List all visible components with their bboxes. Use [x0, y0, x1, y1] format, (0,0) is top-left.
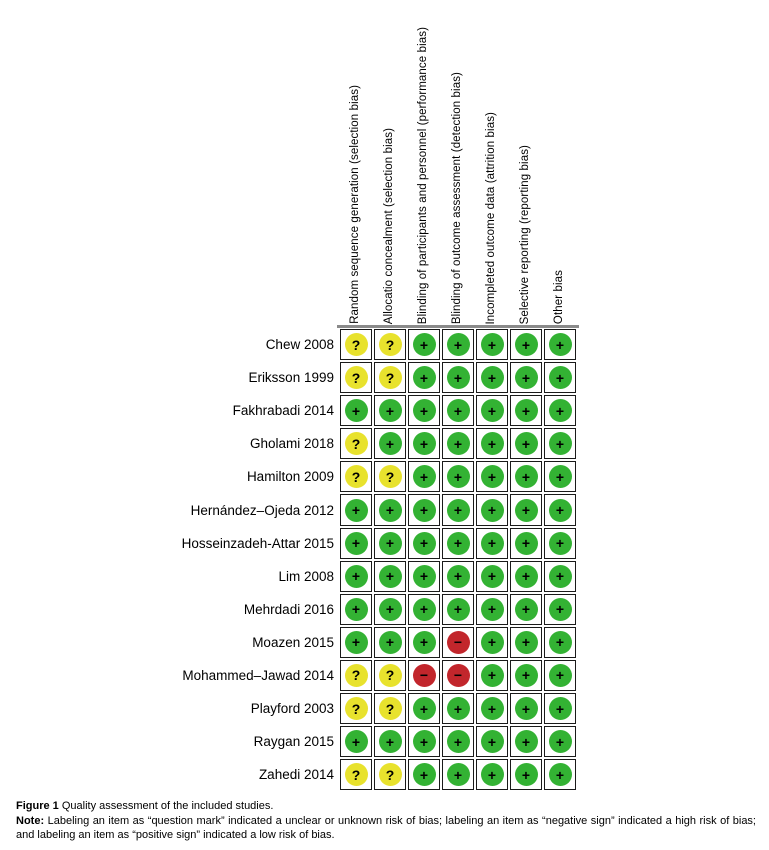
rob-cell: [408, 561, 440, 592]
rob-cell: [442, 329, 474, 360]
rob-cell: [442, 594, 474, 625]
low-risk-icon: +: [447, 399, 470, 422]
rob-cell: [476, 428, 508, 459]
rob-cell: [340, 362, 372, 393]
low-risk-icon: +: [515, 763, 538, 786]
low-risk-icon: +: [447, 432, 470, 455]
low-risk-icon: +: [549, 631, 572, 654]
high-risk-icon: −: [447, 631, 470, 654]
study-label: Moazen 2015: [252, 634, 334, 650]
figure-label: Figure 1: [16, 800, 59, 812]
study-label: Zahedi 2014: [258, 767, 334, 783]
low-risk-icon: +: [379, 631, 402, 654]
low-risk-icon: +: [549, 465, 572, 488]
rob-cell: [340, 395, 372, 426]
low-risk-icon: +: [447, 565, 470, 588]
unclear-risk-icon: ?: [345, 333, 368, 356]
figure-title: Quality assessment of the included studies.: [61, 800, 274, 812]
unclear-risk-icon: ?: [379, 465, 402, 488]
study-label: Eriksson 1999: [248, 370, 334, 386]
low-risk-icon: +: [379, 432, 402, 455]
caption-note: [16, 814, 756, 843]
caption-line: [16, 799, 756, 814]
rob-cell: [476, 329, 508, 360]
rob-cell: [510, 726, 542, 757]
unclear-risk-icon: ?: [345, 664, 368, 687]
rob-cell: [510, 594, 542, 625]
low-risk-icon: +: [447, 532, 470, 555]
rob-cell: [510, 528, 542, 559]
unclear-risk-icon: ?: [379, 763, 402, 786]
rob-cell: [510, 428, 542, 459]
rob-cell: [408, 329, 440, 360]
study-label: Gholami 2018: [249, 436, 334, 452]
rob-cell: [544, 726, 576, 757]
low-risk-icon: +: [413, 730, 436, 753]
rob-cell: [374, 627, 406, 658]
low-risk-icon: +: [481, 532, 504, 555]
study-label: Mehrdadi 2016: [243, 601, 334, 617]
rob-cell: [374, 759, 406, 790]
low-risk-icon: +: [413, 631, 436, 654]
rob-cell: [476, 759, 508, 790]
rob-cell: [510, 660, 542, 691]
low-risk-icon: +: [379, 532, 402, 555]
rob-cell: [510, 461, 542, 492]
low-risk-icon: +: [345, 730, 368, 753]
rob-cell: [442, 428, 474, 459]
low-risk-icon: +: [515, 697, 538, 720]
unclear-risk-icon: ?: [379, 697, 402, 720]
rob-cell: [374, 395, 406, 426]
rob-cell: [340, 660, 372, 691]
low-risk-icon: +: [413, 565, 436, 588]
rob-cell: [408, 627, 440, 658]
rob-cell: [374, 461, 406, 492]
column-header-label: Allocatio concealment (selection bias): [383, 127, 396, 324]
rob-cell: [510, 627, 542, 658]
low-risk-icon: +: [515, 499, 538, 522]
rob-cell: [340, 494, 372, 525]
rob-cell: [544, 395, 576, 426]
rob-cell: [408, 726, 440, 757]
rob-cell: [476, 594, 508, 625]
rob-cell: [544, 329, 576, 360]
unclear-risk-icon: ?: [379, 333, 402, 356]
low-risk-icon: +: [413, 465, 436, 488]
low-risk-icon: +: [379, 730, 402, 753]
rob-cell: [544, 627, 576, 658]
rob-cell: [408, 461, 440, 492]
study-label: Chew 2008: [265, 337, 334, 353]
low-risk-icon: +: [515, 333, 538, 356]
unclear-risk-icon: ?: [345, 432, 368, 455]
low-risk-icon: +: [379, 565, 402, 588]
low-risk-icon: +: [447, 730, 470, 753]
column-header-label: Blinding of outcome assessment (detection bias): [451, 71, 464, 324]
rob-cell: [544, 461, 576, 492]
rob-cell: [510, 494, 542, 525]
rob-cell: [510, 329, 542, 360]
low-risk-icon: +: [413, 697, 436, 720]
rob-cell: [374, 362, 406, 393]
rob-cell: [544, 693, 576, 724]
study-label: Fakhrabadi 2014: [232, 403, 334, 419]
study-label: Hamilton 2009: [246, 469, 334, 485]
rob-cell: [510, 759, 542, 790]
rob-cell: [408, 494, 440, 525]
low-risk-icon: +: [481, 465, 504, 488]
rob-cell: [510, 693, 542, 724]
column-header-4: [442, 6, 474, 324]
low-risk-icon: +: [481, 432, 504, 455]
rob-cell: [544, 494, 576, 525]
rob-cell: [544, 561, 576, 592]
rob-cell: [510, 395, 542, 426]
low-risk-icon: +: [345, 565, 368, 588]
rob-cell: [476, 660, 508, 691]
low-risk-icon: +: [549, 697, 572, 720]
rob-cell: [374, 494, 406, 525]
column-header-label: Selective reporting (reporting bias): [519, 144, 532, 324]
low-risk-icon: +: [549, 763, 572, 786]
rob-cell: [544, 660, 576, 691]
rob-cell: [442, 362, 474, 393]
rob-cell: [544, 428, 576, 459]
low-risk-icon: +: [481, 499, 504, 522]
rob-cell: [476, 494, 508, 525]
rob-cell: [510, 561, 542, 592]
low-risk-icon: +: [447, 697, 470, 720]
rob-cell: [374, 594, 406, 625]
figure-caption: [16, 799, 756, 843]
note-label: Note:: [16, 814, 45, 827]
low-risk-icon: +: [549, 730, 572, 753]
low-risk-icon: +: [413, 763, 436, 786]
rob-cell: [476, 528, 508, 559]
rob-cell: [544, 528, 576, 559]
rob-cell: [408, 528, 440, 559]
column-header-1: [340, 6, 372, 324]
rob-cell: [442, 561, 474, 592]
rob-cell: [408, 428, 440, 459]
rob-cell: [374, 660, 406, 691]
column-header-label: Random sequence generation (selection bias): [349, 85, 362, 324]
low-risk-icon: +: [481, 399, 504, 422]
rob-cell: [340, 428, 372, 459]
rob-cell: [442, 627, 474, 658]
low-risk-icon: +: [345, 631, 368, 654]
low-risk-icon: +: [549, 399, 572, 422]
rob-cell: [340, 329, 372, 360]
rob-cell: [442, 494, 474, 525]
low-risk-icon: +: [515, 432, 538, 455]
rob-cell: [408, 660, 440, 691]
low-risk-icon: +: [481, 730, 504, 753]
study-label: Lim 2008: [278, 568, 334, 584]
low-risk-icon: +: [413, 532, 436, 555]
rob-cell: [442, 660, 474, 691]
study-label: Mohammed–Jawad 2014: [182, 667, 334, 683]
rob-cell: [408, 693, 440, 724]
rob-cell: [340, 561, 372, 592]
study-label: Hernández–Ojeda 2012: [190, 502, 334, 518]
rob-cell: [374, 528, 406, 559]
rob-cell: [476, 627, 508, 658]
rob-cell: [340, 528, 372, 559]
rob-cell: [408, 594, 440, 625]
unclear-risk-icon: ?: [345, 465, 368, 488]
low-risk-icon: +: [345, 399, 368, 422]
low-risk-icon: +: [379, 598, 402, 621]
low-risk-icon: +: [447, 499, 470, 522]
low-risk-icon: +: [481, 664, 504, 687]
unclear-risk-icon: ?: [379, 366, 402, 389]
low-risk-icon: +: [481, 763, 504, 786]
rob-cell: [476, 362, 508, 393]
column-header-label: Other bias: [553, 269, 566, 324]
grid-top-rule: [337, 325, 579, 328]
low-risk-icon: +: [549, 598, 572, 621]
rob-cell: [442, 528, 474, 559]
low-risk-icon: +: [549, 532, 572, 555]
unclear-risk-icon: ?: [345, 697, 368, 720]
low-risk-icon: +: [549, 333, 572, 356]
low-risk-icon: +: [379, 499, 402, 522]
rob-cell: [544, 759, 576, 790]
rob-cell: [544, 362, 576, 393]
rob-cell: [408, 759, 440, 790]
rob-cell: [374, 329, 406, 360]
rob-cell: [476, 461, 508, 492]
unclear-risk-icon: ?: [379, 664, 402, 687]
low-risk-icon: +: [515, 664, 538, 687]
column-header-3: [408, 6, 440, 324]
low-risk-icon: +: [447, 333, 470, 356]
rob-cell: [442, 759, 474, 790]
rob-cell: [374, 693, 406, 724]
column-header-label: Incompleted outcome data (attrition bias): [485, 111, 498, 324]
low-risk-icon: +: [481, 631, 504, 654]
low-risk-icon: +: [515, 598, 538, 621]
rob-cell: [442, 726, 474, 757]
rob-cell: [476, 693, 508, 724]
low-risk-icon: +: [515, 399, 538, 422]
low-risk-icon: +: [379, 399, 402, 422]
low-risk-icon: +: [515, 631, 538, 654]
low-risk-icon: +: [481, 565, 504, 588]
low-risk-icon: +: [345, 499, 368, 522]
low-risk-icon: +: [481, 598, 504, 621]
low-risk-icon: +: [481, 333, 504, 356]
rob-cell: [544, 594, 576, 625]
low-risk-icon: +: [345, 598, 368, 621]
low-risk-icon: +: [345, 532, 368, 555]
low-risk-icon: +: [515, 532, 538, 555]
high-risk-icon: −: [413, 664, 436, 687]
low-risk-icon: +: [413, 399, 436, 422]
unclear-risk-icon: ?: [345, 366, 368, 389]
low-risk-icon: +: [413, 432, 436, 455]
rob-cell: [340, 693, 372, 724]
study-label: Playford 2003: [250, 701, 334, 717]
low-risk-icon: +: [481, 697, 504, 720]
rob-cell: [374, 726, 406, 757]
rob-cell: [408, 395, 440, 426]
low-risk-icon: +: [413, 598, 436, 621]
unclear-risk-icon: ?: [345, 763, 368, 786]
rob-cell: [340, 726, 372, 757]
rob-cell: [476, 395, 508, 426]
column-header-6: [510, 6, 542, 324]
rob-cell: [408, 362, 440, 393]
note-text: Labeling an item as “question mark” indicated a unclear or unknown risk of bias; labeling an item as “negative sign” indicated a high risk of bias; and labeling an item as “positive sign” indicated a low risk of bias.: [16, 814, 756, 842]
rob-cell: [374, 561, 406, 592]
study-label: Hosseinzadeh-Attar 2015: [181, 535, 334, 551]
rob-cell: [442, 461, 474, 492]
column-header-label: Blinding of participants and personnel (performance bias): [417, 26, 430, 324]
rob-cell: [510, 362, 542, 393]
study-label: Raygan 2015: [253, 734, 334, 750]
low-risk-icon: +: [481, 366, 504, 389]
column-header-5: [476, 6, 508, 324]
rob-cell: [442, 395, 474, 426]
rob-cell: [476, 561, 508, 592]
rob-cell: [442, 693, 474, 724]
low-risk-icon: +: [549, 565, 572, 588]
high-risk-icon: −: [447, 664, 470, 687]
low-risk-icon: +: [447, 598, 470, 621]
low-risk-icon: +: [447, 763, 470, 786]
rob-cell: [476, 726, 508, 757]
low-risk-icon: +: [447, 465, 470, 488]
low-risk-icon: +: [515, 565, 538, 588]
rob-cell: [340, 461, 372, 492]
rob-cell: [340, 759, 372, 790]
low-risk-icon: +: [515, 465, 538, 488]
low-risk-icon: +: [549, 664, 572, 687]
low-risk-icon: +: [413, 333, 436, 356]
low-risk-icon: +: [549, 499, 572, 522]
low-risk-icon: +: [447, 366, 470, 389]
low-risk-icon: +: [515, 730, 538, 753]
low-risk-icon: +: [549, 432, 572, 455]
column-header-2: [374, 6, 406, 324]
column-header-7: [544, 6, 576, 324]
risk-of-bias-grid: [4, 329, 576, 790]
rob-cell: [374, 428, 406, 459]
low-risk-icon: +: [413, 499, 436, 522]
rob-cell: [340, 627, 372, 658]
column-headers: [340, 6, 576, 324]
low-risk-icon: +: [413, 366, 436, 389]
rob-cell: [340, 594, 372, 625]
low-risk-icon: +: [515, 366, 538, 389]
low-risk-icon: +: [549, 366, 572, 389]
